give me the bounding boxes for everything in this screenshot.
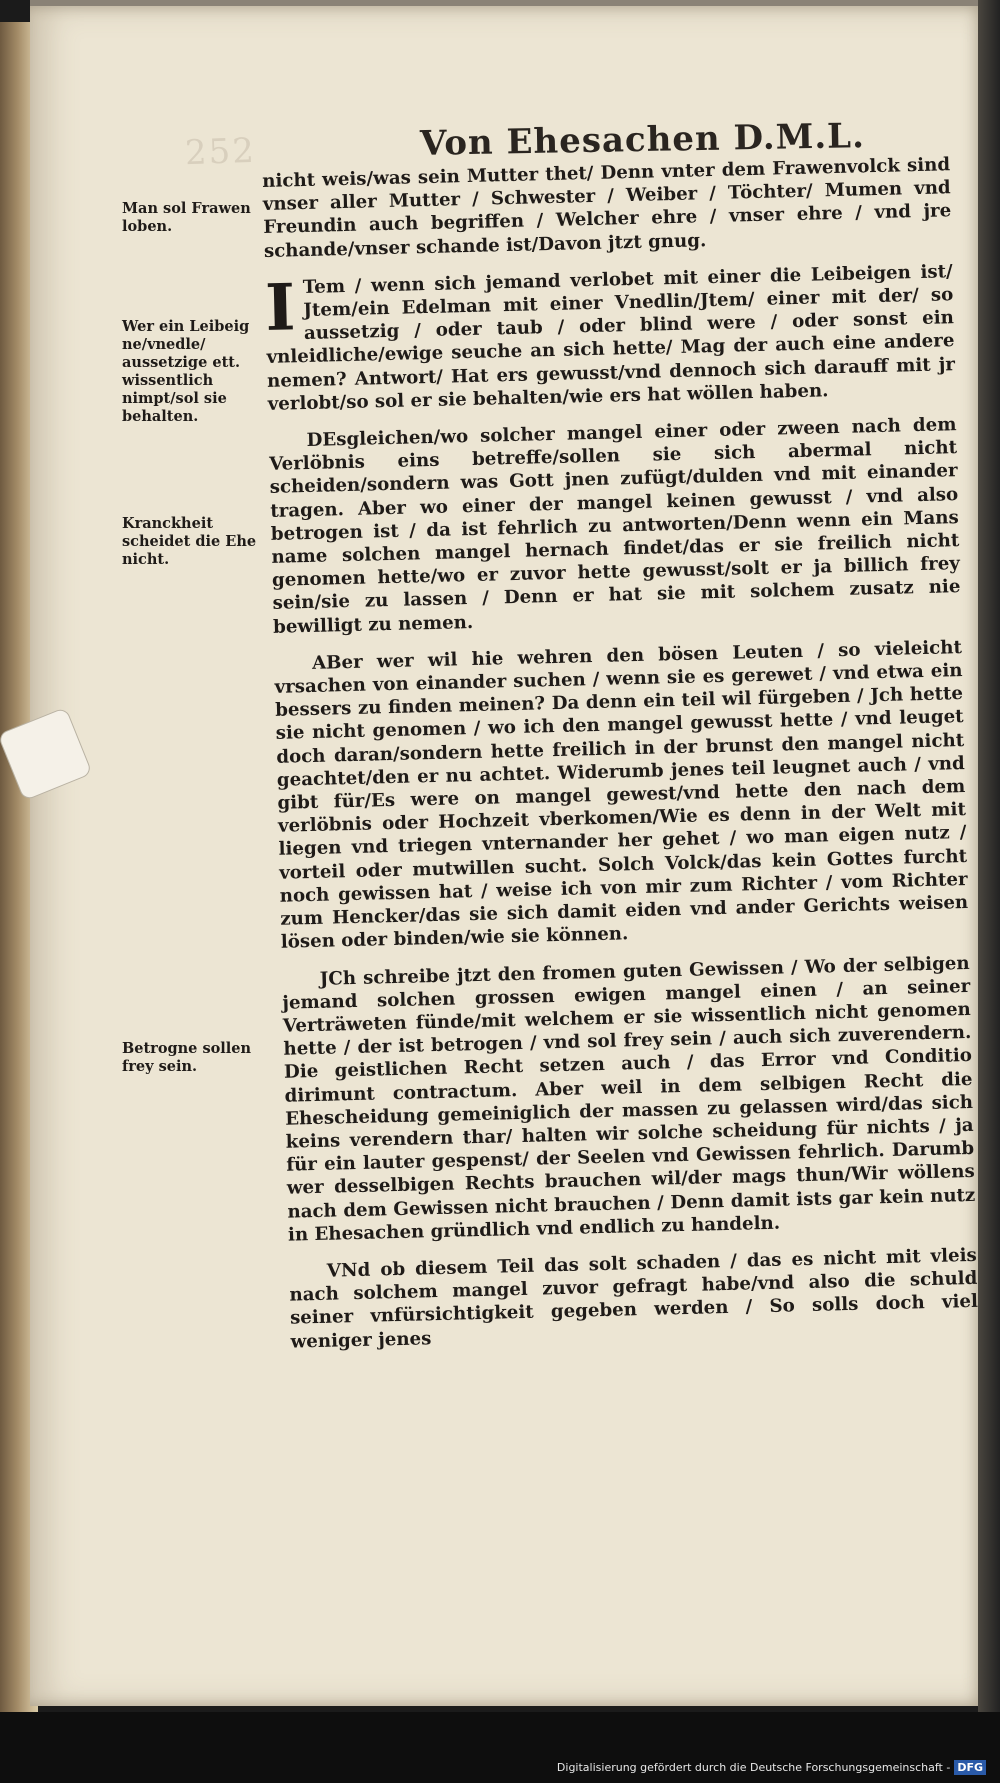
right-page-edge: [978, 0, 1000, 1712]
footer-credit: [557, 1760, 986, 1775]
paragraph: JCh schreibe jtzt den fromen guten Gewissen / Wo der selbigen jemand solchen grossen ewigen mangel einen / an seiner Verträweten fünde/mit welchem er sie wissentlich nicht genomen hette / der ist betrogen / vnd sol frey sein / auch sich zuverendern. Die geistlichen Recht setzen auch / das Error vnd Conditio dirimunt contractum. Aber weil in dem selbigen Recht die Ehescheidung gemeiniglich der massen zu gelassen wird/das sich keins verendern thar/ halten wir solche scheidung für nichts / ja für ein lauter gespenst/ der Seelen vnd Gewissen fehrlich. Darumb wer desselbigen Rechts brauchen wil/der mags thun/Wir wöllens nach dem Gewissen nicht brauchen / Denn damit ists gar kein nutz in Ehesachen gründlich vnd endlich zu handeln.: [282, 952, 976, 1246]
paragraph-text: Tem / wenn sich jemand verlobet mit einer die Leibeigen ist/ Jtem/ein Edelman mit einer Vnedlin/Jtem/ einer mit der/ so aussetzig / oder taub / oder blind were / oder sonst ein vnleidliche/ewige seuche an sich hette/ Mag der auch eine andere nemen? Antwort/ Hat ers gewusst/vnd dennoch sich darauff mit jr verlobt/so sol er sie behalten/wie ers hat wöllen haben.: [266, 260, 956, 415]
marginal-note: Man sol Frawen loben.: [122, 200, 251, 235]
text-column: [262, 153, 979, 1367]
drop-capital: I: [264, 270, 297, 346]
dfg-logo: DFG: [954, 1760, 986, 1775]
footer-text: Digitalisierung gefördert durch die Deutsche Forschungsgemeinschaft -: [556, 1761, 951, 1774]
page-number: 252: [184, 130, 257, 174]
paragraph: VNd ob diesem Teil das solt schaden / das es nicht mit vleis nach solchem mangel zuvor gefragt habe/vnd also die schuld seiner vnfürsichtigkeit gegeben werden / So solls doch viel weniger jenes: [289, 1244, 979, 1353]
viewer-bottom-bar: [0, 1712, 1000, 1783]
marginal-note: Wer ein Leibeig ne/vnedle/ aussetzige ett. wissentlich nimpt/sol sie behalten.: [122, 318, 250, 425]
paragraph: DEsgleichen/wo solcher mangel einer oder zween nach dem Verlöbnis eins betreffe/sollen sie sich abermal nicht scheiden/sondern was Gott jnen zufügt/dulden vnd mit einander tragen. Aber wo einer der mangel keinen gewusst / vnd also betrogen ist / da ist fehrlich zu antworten/Denn wenn ein Mans name solchen mangel hernach findet/das er sie freilich nicht genomen hette/wo er zuvor hette gewusst/solt er ja billich frey sein/sie zu lassen / Denn er hat sie mit solchem zusatz nie bewilligt zu nemen.: [268, 414, 961, 638]
paragraph: ABer wer wil hie wehren den bösen Leuten / so vieleicht vrsachen von einander suchen / wenn sie es gerewet / vnd etwa ein bessers zu finden meinen? Da denn ein teil wil fürgeben / Jch hette sie nicht genomen / wo ich den mangel gewusst hette / vnd leuget doch daran/sondern hette freilich in der brunst den mangel nicht geachtet/den er nu achtet. Widerumb jenes teil leugnet auch / vnd gibt für/Es were on mangel gewest/vnd hette den nach dem verlöbnis oder Hochzeit vberkomen/Wie es denn in der Welt mit liegen vnd triegen vnternander her gehet / wo man eigen nutz / vorteil oder mutwillen sucht. Solch Volck/das kein Gottes furcht noch gewissen hat / weise ich von mir zum Richter / vom Richter zum Hencker/das sie sich damit eiden vnd ander Gerichts weisen lösen oder binden/wie sie können.: [274, 636, 969, 954]
running-header: Von Ehesachen D.M.L.: [419, 116, 866, 164]
marginal-note: Betrogne sollen frey sein.: [122, 1040, 252, 1075]
marginal-note: Kranckheit scheidet die Ehe nicht.: [122, 515, 257, 568]
paragraph: nicht weis/was sein Mutter thet/ Denn vnter dem Frawenvolck sind vnser aller Mutter / Schwester / Weiber / Töchter/ Mumen vnd Freundin auch begriffen / Welcher ehre / vnser ehre / vnd jre schande/vnser schande ist/Davon jtzt gnug.: [262, 154, 952, 262]
paragraph: [265, 260, 956, 416]
